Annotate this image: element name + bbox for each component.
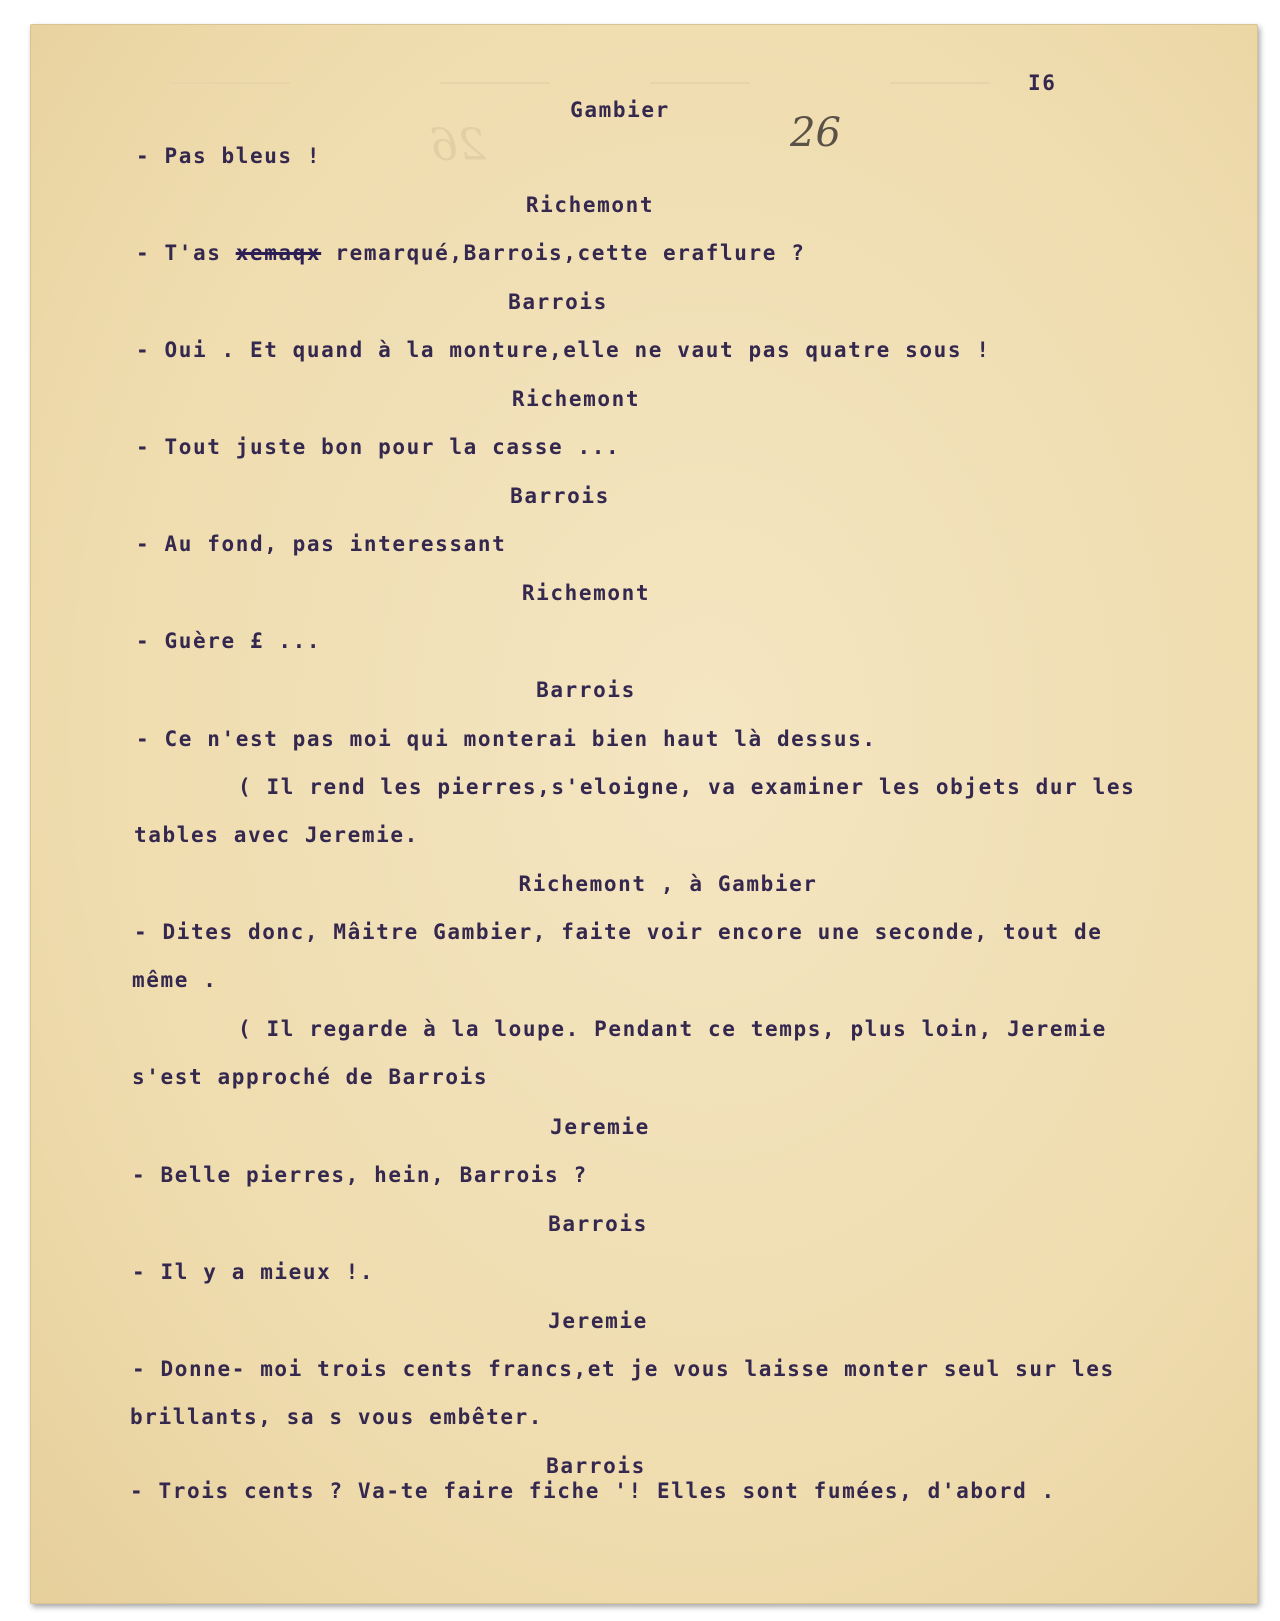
dialogue-line: - Oui . Et quand à la monture,elle ne vaut pas quatre sous ! xyxy=(136,338,991,362)
stage-direction: ( Il regarde à la loupe. Pendant ce temps, plus loin, Jeremie xyxy=(238,1017,1107,1041)
speaker-name: Gambier xyxy=(570,98,670,122)
bleed-through-mark xyxy=(170,82,290,84)
handwritten-page-number: 26 xyxy=(790,110,841,156)
typewritten-page xyxy=(30,24,1258,1604)
dialogue-line: - Trois cents ? Va-te faire fiche '! Elles sont fumées, d'abord . xyxy=(130,1479,1056,1503)
page-number: I6 xyxy=(1028,71,1057,95)
speaker-name: Richemont xyxy=(511,387,641,411)
speaker-name: Richemont xyxy=(521,581,651,605)
dialogue-line: - Au fond, pas interessant xyxy=(136,532,507,556)
speaker-name: Richemont xyxy=(525,193,655,217)
bleed-through-mark xyxy=(890,82,990,84)
speaker-name: Barrois xyxy=(508,290,608,314)
bleed-through-mark xyxy=(650,82,750,84)
speaker-name: Jeremie xyxy=(550,1115,650,1139)
dialogue-continued: même . xyxy=(132,968,218,992)
struck-out-word: xemaqx xyxy=(235,241,322,265)
speaker-name: Jeremie xyxy=(548,1309,648,1333)
dialogue-line: - Dites donc, Mâitre Gambier, faite voir encore une seconde, tout de xyxy=(134,920,1103,944)
stage-direction: ( Il rend les pierres,s'eloigne, va examiner les objets dur les xyxy=(238,775,1136,799)
speaker-name: Richemont , à Gambier xyxy=(518,872,818,896)
speaker-name: Barrois xyxy=(510,484,610,508)
dialogue-line: - Pas bleus ! xyxy=(136,144,322,168)
dialogue-line: - Belle pierres, hein, Barrois ? xyxy=(132,1163,588,1187)
dialogue-line: - Donne- moi trois cents francs,et je vous laisse monter seul sur les xyxy=(132,1357,1115,1381)
bleed-through-number: 26 xyxy=(430,120,486,171)
bleed-through-mark xyxy=(440,82,550,84)
speaker-name: Barrois xyxy=(536,678,636,702)
stage-direction-continued: tables avec Jeremie. xyxy=(134,823,419,847)
dialogue-line: - Tout juste bon pour la casse ... xyxy=(136,435,621,459)
speaker-name: Barrois xyxy=(548,1212,648,1236)
dialogue-line: - T'as xemaqx remarqué,Barrois,cette eraflure ? xyxy=(136,241,806,265)
dialogue-line: - Ce n'est pas moi qui monterai bien haut là dessus. xyxy=(136,727,877,751)
stage-direction-continued: s'est approché de Barrois xyxy=(132,1065,489,1089)
dialogue-line: - Il y a mieux !. xyxy=(132,1260,375,1284)
speaker-name: Barrois xyxy=(546,1454,646,1478)
dialogue-continued: brillants, sa s vous embêter. xyxy=(130,1405,544,1429)
dialogue-line: - Guère £ ... xyxy=(136,629,322,653)
